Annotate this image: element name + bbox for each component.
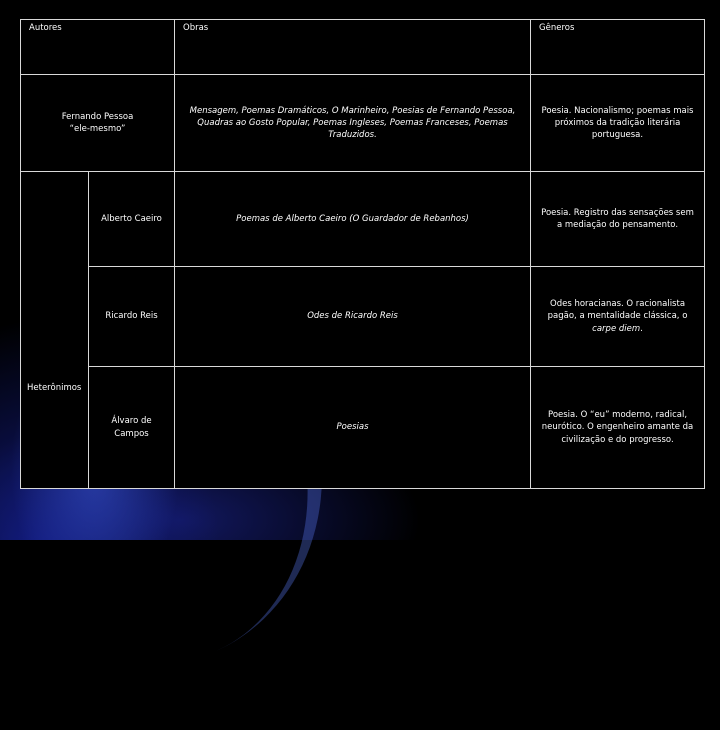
header-autores: Autores	[21, 20, 175, 75]
header-row	[21, 20, 705, 75]
table-row	[21, 367, 705, 489]
author-subtitle: “ele-mesmo”	[69, 124, 126, 134]
author-cell-fernando-pessoa	[21, 75, 175, 172]
genre-cell: Poesia. Nacionalismo; poemas mais próximos da tradição literária portuguesa.	[531, 75, 705, 172]
genre-cell: Poesia. Registro das sensações sem a mediação do pensamento.	[531, 172, 705, 267]
genre-text-end: .	[640, 323, 643, 334]
table-row	[21, 75, 705, 172]
works-cell: Poesias	[175, 367, 531, 489]
table-row	[21, 267, 705, 367]
author-cell-ricardo-reis: Ricardo Reis	[89, 267, 175, 367]
author-cell-alvaro-de-campos: Álvaro de Campos	[89, 367, 175, 489]
author-cell-alberto-caeiro: Alberto Caeiro	[89, 172, 175, 267]
genre-text-italic: carpe diem	[592, 323, 641, 334]
author-name: Fernando Pessoa	[61, 111, 134, 122]
table-row	[21, 172, 705, 267]
authors-works-table	[20, 19, 705, 489]
genre-text: Odes horacianas. O racionalista pagão, a mentalidade clássica, o	[547, 299, 688, 322]
heteronyms-label: Heterônimos	[21, 172, 89, 489]
genre-cell	[531, 267, 705, 367]
header-obras: Obras	[175, 20, 531, 75]
genre-cell: Poesia. O “eu” moderno, radical, neurótico. O engenheiro amante da civilização e do progresso.	[531, 367, 705, 489]
header-generos: Gêneros	[531, 20, 705, 75]
works-cell: Odes de Ricardo Reis	[175, 267, 531, 367]
works-cell: Mensagem, Poemas Dramáticos, O Marinheiro, Poesias de Fernando Pessoa, Quadras ao Gosto Popular, Poemas Ingleses, Poemas Franceses, Poemas Traduzidos.	[175, 75, 531, 172]
works-cell: Poemas de Alberto Caeiro (O Guardador de Rebanhos)	[175, 172, 531, 267]
